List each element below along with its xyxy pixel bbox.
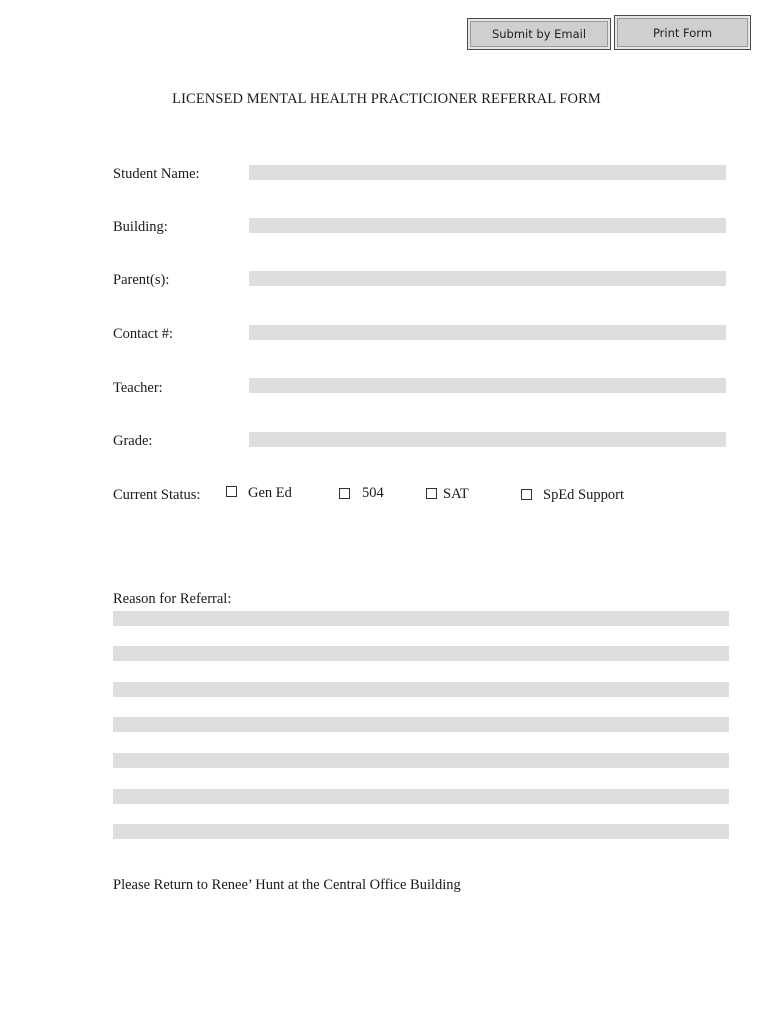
building-field[interactable] xyxy=(249,218,726,233)
reason-line[interactable] xyxy=(113,646,729,661)
form-title: LICENSED MENTAL HEALTH PRACTICIONER REFERRAL FORM xyxy=(172,91,601,107)
grade-label: Grade: xyxy=(113,433,153,449)
sat-label: SAT xyxy=(443,486,469,502)
submit-by-email-button[interactable]: Submit by Email xyxy=(467,18,611,50)
teacher-field[interactable] xyxy=(249,378,726,393)
parents-label: Parent(s): xyxy=(113,272,170,288)
current-status-label: Current Status: xyxy=(113,487,201,503)
reason-line[interactable] xyxy=(113,824,729,839)
contact-field[interactable] xyxy=(249,325,726,340)
student-name-field[interactable] xyxy=(249,165,726,180)
sped-support-checkbox[interactable] xyxy=(521,489,532,500)
reason-line[interactable] xyxy=(113,789,729,804)
grade-field[interactable] xyxy=(249,432,726,447)
504-checkbox[interactable] xyxy=(339,488,350,499)
return-instructions: Please Return to Renee’ Hunt at the Central Office Building xyxy=(113,877,461,893)
print-form-button[interactable]: Print Form xyxy=(614,15,751,50)
reason-line[interactable] xyxy=(113,611,729,626)
building-label: Building: xyxy=(113,219,168,235)
parents-field[interactable] xyxy=(249,271,726,286)
reason-line[interactable] xyxy=(113,682,729,697)
reason-line[interactable] xyxy=(113,753,729,768)
sped-support-label: SpEd Support xyxy=(543,487,624,503)
gen-ed-checkbox[interactable] xyxy=(226,486,237,497)
reason-for-referral-label: Reason for Referral: xyxy=(113,591,232,607)
gen-ed-label: Gen Ed xyxy=(248,485,292,501)
reason-line[interactable] xyxy=(113,717,729,732)
student-name-label: Student Name: xyxy=(113,166,200,182)
contact-label: Contact #: xyxy=(113,326,174,342)
sat-checkbox[interactable] xyxy=(426,488,437,499)
teacher-label: Teacher: xyxy=(113,380,163,396)
504-label: 504 xyxy=(362,485,384,501)
